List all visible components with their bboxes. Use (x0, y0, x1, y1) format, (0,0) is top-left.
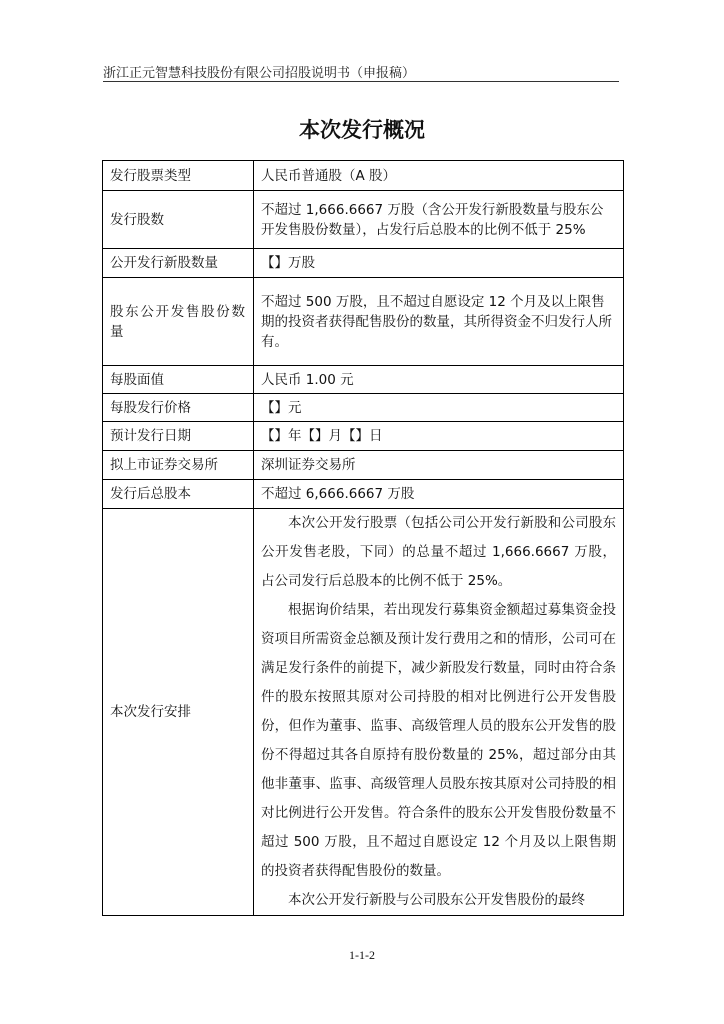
row-label-total-shares: 发行后总股本 (103, 480, 254, 509)
table-row (103, 509, 624, 916)
row-value-par-value: 人民币 1.00 元 (254, 366, 624, 394)
running-header: 浙江正元智慧科技股份有限公司招股说明书（申报稿） (103, 66, 416, 81)
row-value-new-shares: 【】万股 (254, 249, 624, 278)
row-value-shareholder-sale: 不超过 500 万股，且不超过自愿设定 12 个月及以上限售期的投资者获得配售股份的数量，其所得资金不归发行人所有。 (254, 278, 624, 366)
table-row (103, 249, 624, 278)
table-row (103, 422, 624, 451)
arrangement-paragraph: 本次公开发行股票（包括公司公开发行新股和公司股东公开发售老股，下同）的总量不超过 1,666.6667 万股，占公司发行后总股本的比例不低于 25%。 (261, 515, 616, 589)
row-label-new-shares: 公开发行新股数量 (103, 249, 254, 278)
row-label-issue-date: 预计发行日期 (103, 422, 254, 451)
row-value-exchange: 深圳证券交易所 (254, 451, 624, 480)
row-value-stock-type: 人民币普通股（A 股） (254, 161, 624, 191)
page-number: 1-1-2 (349, 948, 375, 962)
table-row (103, 480, 624, 509)
row-label-par-value: 每股面值 (103, 366, 254, 394)
row-label-shareholder-sale: 股东公开发售股份数量 (103, 278, 254, 366)
table-row (103, 191, 624, 249)
row-label-stock-type: 发行股票类型 (103, 161, 254, 191)
row-value-issue-price: 【】元 (254, 394, 624, 422)
row-value-arrangement (254, 509, 624, 916)
table-row (103, 366, 624, 394)
table-row (103, 451, 624, 480)
table-row (103, 161, 624, 191)
header-rule (103, 81, 619, 82)
table-row (103, 278, 624, 366)
arrangement-paragraph: 根据询价结果，若出现发行募集资金额超过募集资金投资项目所需资金总额及预计发行费用之和的情形，公司可在满足发行条件的前提下，减少新股发行数量，同时由符合条件的股东按照其原对公司持股的相对比例进行公开发售股份，但作为董事、监事、高级管理人员的股东公开发售的股份不得超过其各自原持有股份数量的 25%，超过部分由其他非董事、监事、高级管理人员股东按其原对公司持股的相对比例进行公开发售。符合条件的股东公开发售股份数量不超过 500 万股，且不超过自愿设定 12 个月及以上限售期的投资者获得配售股份的数量。 (261, 602, 616, 879)
row-label-issue-price: 每股发行价格 (103, 394, 254, 422)
row-value-total-shares: 不超过 6,666.6667 万股 (254, 480, 624, 509)
table-row (103, 394, 624, 422)
offering-overview-table (102, 160, 624, 916)
page-title: 本次发行概况 (299, 118, 425, 142)
row-value-share-count: 不超过 1,666.6667 万股（含公开发行新股数量与股东公开发售股份数量），占发行后总股本的比例不低于 25% (254, 191, 624, 249)
row-value-issue-date: 【】年【】月【】日 (254, 422, 624, 451)
row-label-share-count: 发行股数 (103, 191, 254, 249)
arrangement-paragraph: 本次公开发行新股与公司股东公开发售股份的最终 (288, 892, 585, 908)
row-label-arrangement: 本次发行安排 (103, 509, 254, 916)
row-label-exchange: 拟上市证券交易所 (103, 451, 254, 480)
